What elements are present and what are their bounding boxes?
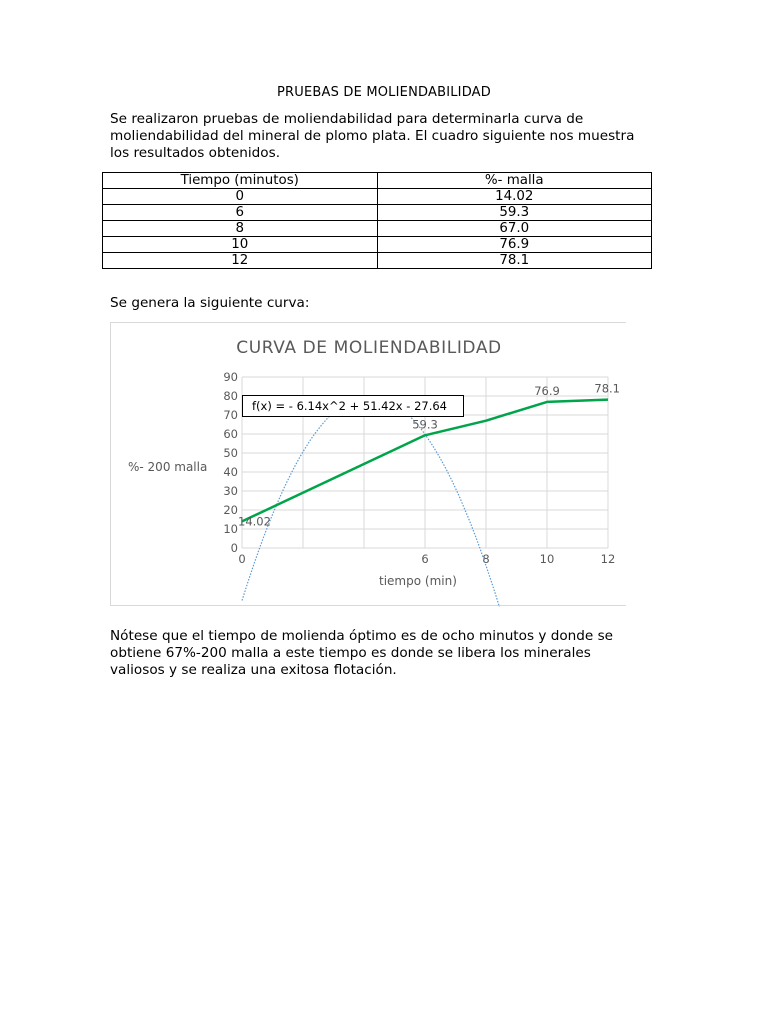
cell-time: 12 (103, 253, 378, 269)
curve-intro (110, 295, 670, 312)
data-label: 59.3 (412, 417, 438, 432)
conclusion-line: obtiene 67%-200 malla a este tiempo es donde se libera los minerales (110, 645, 591, 661)
document-title: PRUEBAS DE MOLIENDABILIDAD (276, 85, 491, 100)
cell-mesh: 76.9 (377, 237, 652, 253)
curve-intro-text: Se genera la siguiente curva: (110, 295, 310, 311)
x-axis-label: tiempo (min) (379, 574, 457, 588)
table-row (103, 237, 652, 253)
conclusion-line: Nótese que el tiempo de molienda óptimo es de ocho minutos y donde se (110, 628, 614, 644)
y-axis-label: %- 200 malla (128, 460, 208, 474)
table-row (103, 205, 652, 221)
y-tick-label: 90 (223, 370, 238, 384)
intro-paragraph (110, 111, 670, 162)
x-tick-label: 0 (238, 552, 246, 566)
table-row (103, 221, 652, 237)
table-row (103, 189, 652, 205)
cell-time: 8 (103, 221, 378, 237)
intro-line: moliendabilidad del mineral de plomo plata. El cuadro siguiente nos muestra (110, 128, 635, 144)
table-header-row (103, 173, 652, 189)
y-tick-label: 10 (223, 522, 238, 536)
cell-mesh: 78.1 (377, 253, 652, 269)
conclusion-line: valiosos y se realiza una exitosa flotación. (110, 662, 397, 678)
data-label: 78.1 (594, 381, 620, 396)
y-tick-label: 80 (223, 389, 238, 403)
intro-line: los resultados obtenidos. (110, 145, 281, 161)
y-tick-label: 70 (223, 408, 238, 422)
cell-time: 0 (103, 189, 378, 205)
data-label: 14.02 (238, 514, 271, 529)
y-tick-label: 0 (230, 541, 238, 555)
cell-mesh: 59.3 (377, 205, 652, 221)
chart-title: CURVA DE MOLIENDABILIDAD (236, 338, 502, 358)
x-tick-label: 12 (600, 552, 616, 566)
y-tick-label: 50 (223, 446, 238, 460)
y-tick-label: 30 (223, 484, 238, 498)
results-table (102, 172, 652, 269)
cell-mesh: 14.02 (377, 189, 652, 205)
trendline-equation: f(x) = - 6.14x^2 + 51.42x - 27.64 (242, 395, 464, 417)
cell-time: 6 (103, 205, 378, 221)
header-time: Tiempo (minutos) (103, 173, 378, 189)
grindability-chart (110, 322, 626, 606)
x-tick-label: 8 (482, 552, 490, 566)
x-tick-label: 6 (421, 552, 429, 566)
y-tick-label: 60 (223, 427, 238, 441)
header-mesh: %- malla (377, 173, 652, 189)
y-tick-label: 20 (223, 503, 238, 517)
x-tick-label: 10 (539, 552, 555, 566)
intro-line: Se realizaron pruebas de moliendabilidad para determinarla curva de (110, 111, 584, 127)
data-label: 76.9 (534, 383, 560, 398)
cell-time: 10 (103, 237, 378, 253)
y-tick-label: 40 (223, 465, 238, 479)
table-row (103, 253, 652, 269)
cell-mesh: 67.0 (377, 221, 652, 237)
conclusion-paragraph (110, 628, 670, 679)
